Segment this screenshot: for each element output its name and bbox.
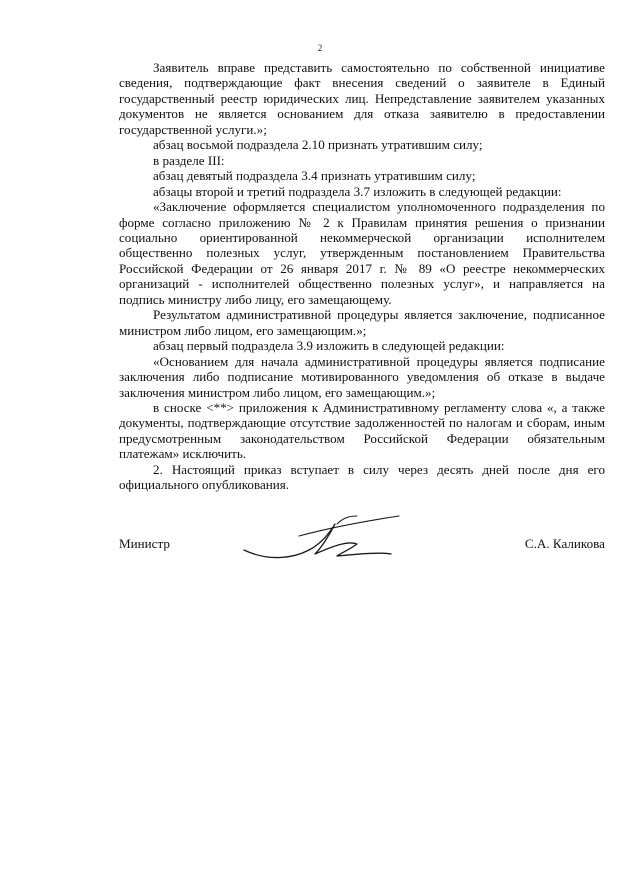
document-body <box>119 60 605 493</box>
paragraph-3-7-intro: абзацы второй и третий подраздела 3.7 изложить в следующей редакции: <box>153 183 562 199</box>
paragraph-section-iii: в разделе III: <box>153 152 225 168</box>
paragraph-effective-date: 2. Настоящий приказ вступает в силу через десять дней после дня его официального опубликования. <box>119 461 605 493</box>
paragraph-footnote: в сноске <**> приложения к Административному регламенту слова «, а также документы, подтверждающие отсутствие задолженностей по налогам и сборам, иным предусмотренным законодательством Российской Федерации обязательным платежам» исключить. <box>119 399 605 462</box>
signature-block <box>119 510 605 580</box>
paragraph-conclusion-form: «Заключение оформляется специалистом уполномоченного подразделения по форме согласно приложению № 2 к Правилам принятия решения о признании социально ориентированной некоммерческой организации исполнителем общественно полезных услуг, утвержденным постановлением Правительства Российской Федерации от 26 января 2017 г. № 89 «О реестре некоммерческих организаций - исполнителей общественно полезных услуг», и направляется на подпись министру либо лицу, его замещающему. <box>119 199 605 307</box>
handwritten-signature <box>239 510 409 570</box>
paragraph-applicant-right: Заявитель вправе представить самостоятельно по собственной инициативе сведения, подтверждающие факт внесения сведений о заявителе в Единый государственный реестр юридических лиц. Непредставление заявителем указанных документов не является основанием для отказа заявителю в предоставлении государственной услуги.»; <box>119 60 605 137</box>
paragraph-3-4: абзац девятый подраздела 3.4 признать утратившим силу; <box>153 168 476 184</box>
paragraph-procedure-result: Результатом административной процедуры является заключение, подписанное министром либо лицом, его замещающим.»; <box>119 307 605 338</box>
signatory-name: С.А. Каликова <box>524 536 605 551</box>
signatory-title: Министр <box>119 536 170 551</box>
paragraph-2-10: абзац восьмой подраздела 2.10 признать утратившим силу; <box>153 137 483 153</box>
page-number: 2 <box>317 43 323 53</box>
paragraph-procedure-basis: «Основанием для начала административной процедуры является подписание заключения либо подписание мотивированного уведомления об отказе в выдаче заключения министром либо лицом, его замещающим.»; <box>119 353 605 400</box>
paragraph-3-9-intro: абзац первый подраздела 3.9 изложить в следующей редакции: <box>153 338 505 354</box>
